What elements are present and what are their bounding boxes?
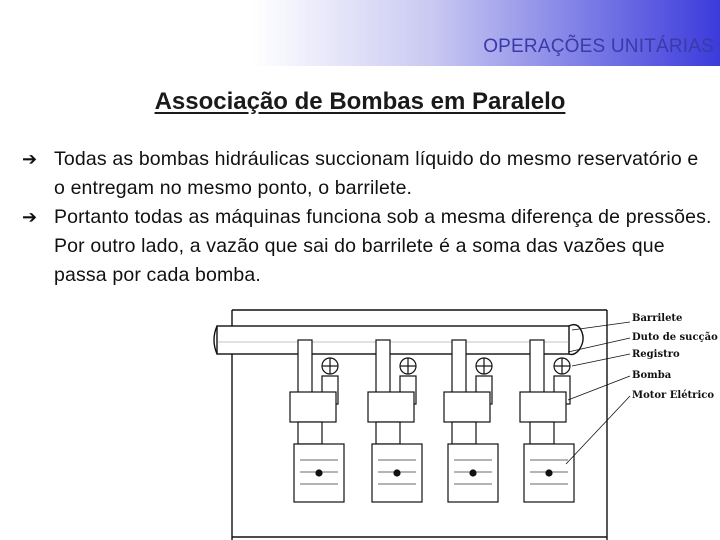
barrilete-pipe [214, 325, 583, 355]
bullet-item [22, 145, 712, 203]
pump-unit [520, 340, 574, 502]
arrow-right-icon: ➔ [22, 207, 38, 227]
arrow-right-icon: ➔ [22, 149, 38, 169]
bullet-text: Portanto todas as máquinas funciona sob a mesma diferença de pressões. Por outro lado, a vazão que sai do barrilete é a soma das vazões que passa por cada bomba. [54, 206, 712, 286]
pump-unit [368, 340, 422, 502]
header-title: OPERAÇÕES UNITÁRIAS [483, 36, 714, 57]
label-motor-eletrico: Motor Elétrico [632, 390, 715, 401]
label-duto-succao: Duto de sucção [632, 332, 718, 343]
label-bomba: Bomba [632, 370, 672, 381]
header-band [0, 0, 720, 66]
pump-unit [444, 340, 498, 502]
callout-leaders [566, 322, 630, 464]
bullet-list [22, 145, 712, 290]
bullet-item [22, 203, 712, 290]
label-registro: Registro [632, 349, 680, 360]
bullet-text: Todas as bombas hidráulicas succionam líquido do mesmo reservatório e o entregam no mesmo ponto, o barrilete. [54, 148, 699, 199]
slide-title: Associação de Bombas em Paralelo [154, 88, 566, 115]
parallel-pumps-diagram [212, 300, 720, 540]
pump-unit [290, 340, 344, 502]
label-barrilete: Barrilete [632, 313, 683, 324]
